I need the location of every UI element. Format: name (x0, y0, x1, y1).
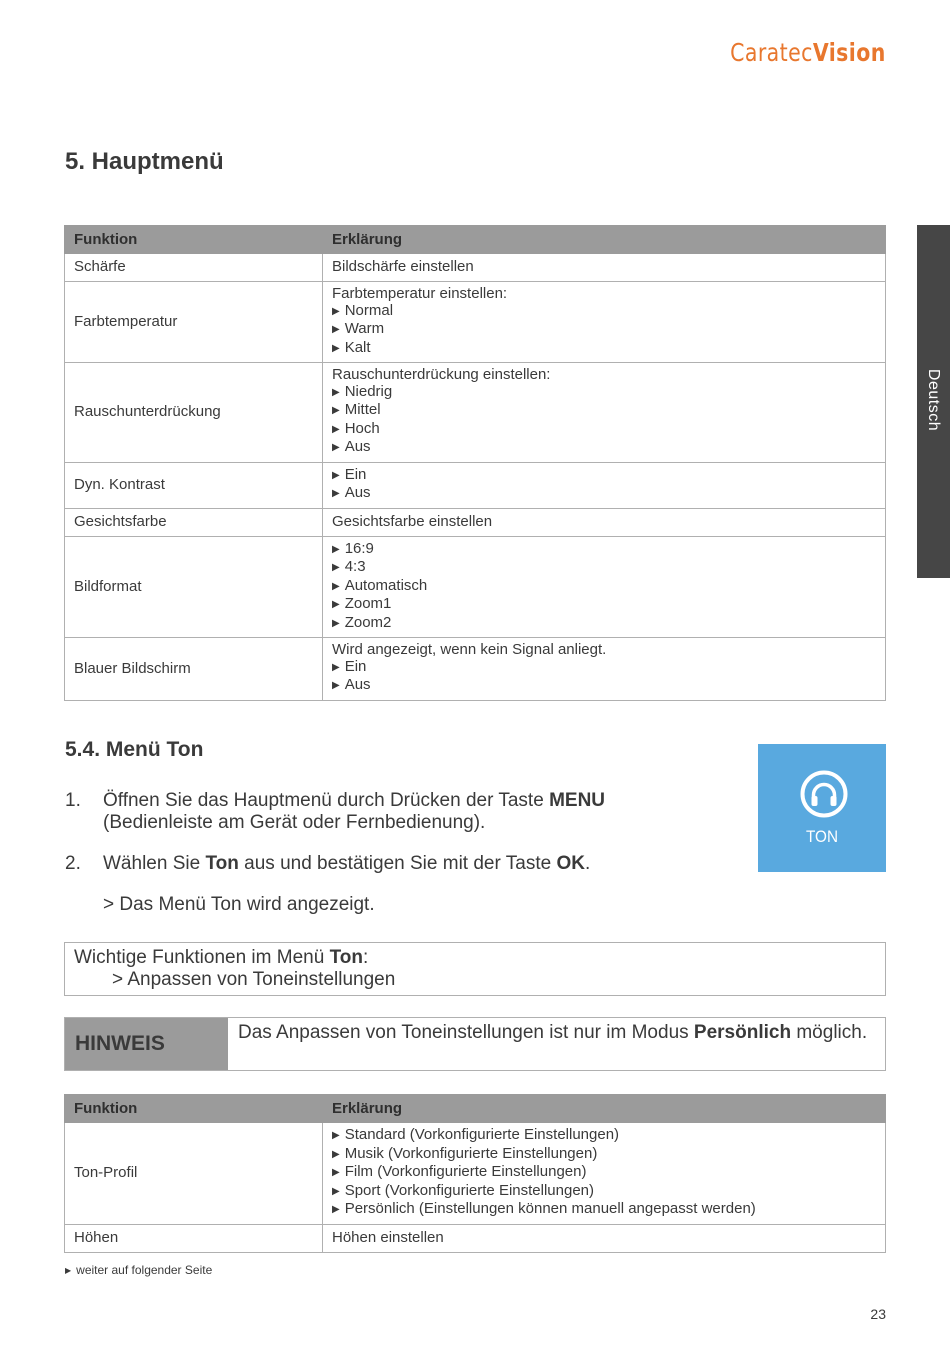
function-cell: Ton-Profil (65, 1123, 323, 1225)
option-item: ▶ Zoom2 (332, 615, 876, 634)
function-cell: Dyn. Kontrast (65, 462, 323, 508)
table-header-row (65, 226, 886, 254)
main-menu-table (64, 225, 886, 701)
function-cell: Bildformat (65, 536, 323, 638)
section-title: 5. Hauptmenü (65, 148, 224, 175)
table-row (65, 1224, 886, 1252)
menu-ton: Ton (205, 853, 239, 874)
step-2 (65, 853, 745, 875)
key-ok: OK (556, 853, 585, 874)
ton-tile-label: TON (805, 827, 839, 846)
explanation-text: Rauschunterdrückung einstellen: (332, 366, 551, 383)
explanation-cell (323, 1224, 886, 1252)
function-cell: Farbtemperatur (65, 282, 323, 363)
hint-text (228, 1018, 885, 1070)
continued-note: ▶ weiter auf folgender Seite (65, 1263, 212, 1277)
explanation-cell (323, 1123, 886, 1225)
explanation-text: Bildschärfe einstellen (332, 258, 474, 276)
header-function: Funktion (65, 1095, 323, 1123)
explanation-cell (323, 508, 886, 536)
brand-logo (730, 38, 886, 67)
function-cell: Rauschunterdrückung (65, 363, 323, 463)
step-text-part: aus und bestätigen Sie mit der Taste (238, 853, 557, 874)
explanation-text: Wird angezeigt, wenn kein Signal anliegt. (332, 641, 607, 658)
table-row (65, 282, 886, 363)
option-item: ▶ Aus (332, 439, 876, 458)
option-item: ▶ Niedrig (332, 384, 876, 403)
option-item: ▶ Warm (332, 321, 876, 340)
step-text (103, 790, 605, 834)
sound-menu-table (64, 1094, 886, 1253)
brand-light: Caratec (730, 38, 814, 67)
hint-text-part: Das Anpassen von Toneinstellungen ist nur im Modus (238, 1022, 694, 1043)
hint-box (64, 1017, 886, 1071)
explanation-cell (323, 282, 886, 363)
option-item: ▶ Standard (Vorkonfigurierte Einstellungen) (332, 1127, 876, 1146)
option-item: ▶ Aus (332, 485, 876, 504)
subsection-title: 5.4. Menü Ton (65, 738, 204, 761)
option-item: ▶ Kalt (332, 340, 876, 359)
step-text-part: Öffnen Sie das Hauptmenü durch Drücken der Taste (103, 790, 550, 811)
table-row (65, 363, 886, 463)
option-item: ▶ Persönlich (Einstellungen können manuell angepasst werden) (332, 1201, 876, 1220)
header-explanation: Erklärung (323, 226, 886, 254)
key-menu: MENU (549, 790, 606, 811)
option-item: ▶ Normal (332, 303, 876, 322)
info-heading (74, 947, 876, 969)
explanation-text: Farbtemperatur einstellen: (332, 285, 508, 302)
option-item: ▶ Aus (332, 677, 876, 696)
important-functions-box (64, 942, 886, 996)
step-text-part: (Bedienleiste am Gerät oder Fernbedienung). (103, 812, 486, 833)
explanation-text: Gesichtsfarbe einstellen (332, 512, 493, 530)
option-item: ▶ Zoom1 (332, 596, 876, 615)
table-row (65, 536, 886, 638)
instruction-steps (65, 790, 745, 916)
function-cell: Höhen (65, 1224, 323, 1252)
table-row (65, 1123, 886, 1225)
option-item: ▶ 4:3 (332, 559, 876, 578)
option-item: ▶ Ein (332, 467, 876, 486)
step-text-part: Wählen Sie (103, 853, 206, 874)
explanation-text: Höhen einstellen (332, 1228, 444, 1246)
explanation-cell (323, 638, 886, 701)
option-item: ▶ Musik (Vorkonfigurierte Einstellungen) (332, 1146, 876, 1165)
info-heading-bold: Ton (329, 947, 363, 968)
option-item: ▶ Mittel (332, 402, 876, 421)
option-item: ▶ Hoch (332, 421, 876, 440)
info-heading-colon: : (362, 947, 369, 968)
table-row (65, 462, 886, 508)
language-side-tab (917, 225, 950, 578)
option-item: ▶ Ein (332, 659, 876, 678)
step-number: 1. (65, 790, 81, 811)
step-text-part: . (584, 853, 591, 874)
headphones-icon (800, 770, 848, 818)
table-header-row (65, 1095, 886, 1123)
explanation-cell (323, 254, 886, 282)
hint-mode-bold: Persönlich (693, 1022, 792, 1043)
header-explanation: Erklärung (323, 1095, 886, 1123)
brand-bold: Vision (813, 38, 886, 67)
step-text (103, 853, 590, 875)
hint-text-part: möglich. (791, 1022, 868, 1043)
table-row (65, 254, 886, 282)
ton-menu-tile (758, 744, 886, 872)
function-cell: Blauer Bildschirm (65, 638, 323, 701)
option-item: ▶ 16:9 (332, 541, 876, 560)
table-row (65, 508, 886, 536)
info-heading-text: Wichtige Funktionen im Menü (74, 947, 330, 968)
header-function: Funktion (65, 226, 323, 254)
step-1 (65, 790, 745, 834)
function-cell: Schärfe (65, 254, 323, 282)
option-item: ▶ Automatisch (332, 578, 876, 597)
option-item: ▶ Sport (Vorkonfigurierte Einstellungen) (332, 1183, 876, 1202)
step-number: 2. (65, 853, 81, 874)
option-item: ▶ Film (Vorkonfigurierte Einstellungen) (332, 1164, 876, 1183)
table-row (65, 638, 886, 701)
explanation-cell (323, 536, 886, 638)
function-cell: Gesichtsfarbe (65, 508, 323, 536)
info-item: > Anpassen von Toneinstellungen (112, 969, 396, 990)
side-tab-label: Deutsch (925, 368, 942, 432)
page-number: 23 (870, 1306, 886, 1322)
explanation-cell (323, 363, 886, 463)
hint-label: HINWEIS (65, 1018, 228, 1070)
step-result: > Das Menü Ton wird angezeigt. (103, 894, 375, 915)
explanation-cell (323, 462, 886, 508)
